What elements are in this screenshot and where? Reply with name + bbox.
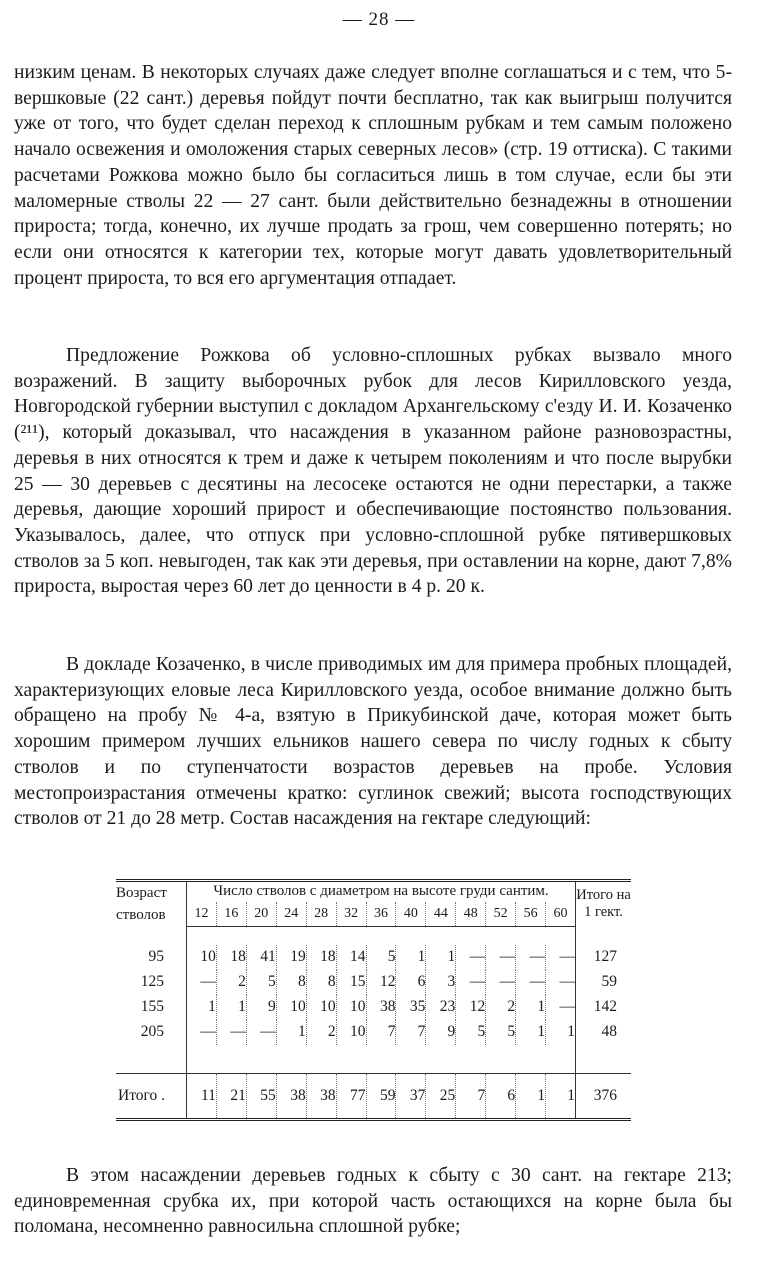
page-number: — 28 — [342,9,416,30]
paragraph-3: В докладе Козаченко, в числе приводимых им для примера пробных площадей, характеризующих еловые леса Кирилловского уезда, особое внимание должно быть обращено на пробу № 4-а, взятую в Прикубинской даче, которая может быть хорошим примером лучших ельников нашего севера по числу годных к сбыту стволов и по ступенчатости возрастов деревьев на пробе. Условия местопроизрастания отмечены кратко: суглинок свежий; высота господствующих стволов от 21 до 28 метр. Состав насаждения на гектаре следующий: [14,654,732,830]
diameter-header-cell: 20 [246,902,276,927]
count-cell: 12 [366,970,396,995]
count-cell: 9 [426,1020,456,1045]
count-cell: 1 [216,995,246,1020]
count-cell: — [216,1020,246,1045]
count-cell: — [546,945,576,970]
count-cell: 5 [486,1020,516,1045]
count-cell: 38 [366,995,396,1020]
count-cell: — [516,945,546,970]
table-row [116,1020,631,1045]
count-cell: 1 [208,998,216,1015]
count-cell: — [546,970,576,995]
sum-cell: 1 [546,1073,576,1119]
count-cell: 6 [396,970,426,995]
count-cell: 1 [516,995,546,1020]
count-cell: — [456,945,486,970]
count-cell: 41 [246,945,276,970]
count-cell: — [200,1023,216,1040]
age-cell: 205 [116,1020,187,1045]
count-cell: 2 [216,970,246,995]
grand-total-cell: 376 [576,1073,632,1119]
table-body [116,926,631,1119]
count-cell: 10 [306,995,336,1020]
count-cell: 10 [336,995,366,1020]
table-row [116,945,631,970]
diameter-header-cell: 40 [396,902,426,927]
count-cell: 1 [426,945,456,970]
sum-cell: 55 [246,1073,276,1119]
count-cell: 9 [246,995,276,1020]
sum-cell: 38 [306,1073,336,1119]
paragraph-1: низким ценам. В некоторых случаях даже следует вполне соглашаться и с тем, что 5-вершковые (22 сант.) деревья пойдут почти бесплатно, так как выигрыш получится уже от того, что будет сделан переход к сплошным рубкам и тем самым положено начало освежения и омоложения старых северных лесов» (стр. 19 оттиска). С такими расчетами Рожкова можно было бы согласиться лишь в том случае, если бы эти маломерные стволы 22 — 27 сант. были действительно безнадежны в отношении прироста; тогда, конечно, их лучше продать за грош, чем совершенно потерять; но если они относятся к категории тех, которые могут давать удовлетворительный процент прироста, то вся его аргументация отпадает. [14,62,732,289]
count-cell: — [456,970,486,995]
diameter-header-cell: 32 [336,902,366,927]
count-cell: 2 [306,1020,336,1045]
row-total-cell: 127 [576,945,632,970]
sum-label: Итого . [116,1073,187,1119]
sum-cell: 21 [216,1073,246,1119]
count-cell: 7 [366,1020,396,1045]
count-cell: 10 [200,948,216,965]
table-row [116,995,631,1020]
sum-cell: 25 [426,1073,456,1119]
diameter-group-header: Число стволов с диаметром на высоте груди сантим. [187,881,576,902]
count-cell: 1 [546,1020,576,1045]
count-cell: — [200,973,216,990]
stand-composition-table [116,879,631,1121]
sum-cell: 11 [187,1073,217,1119]
count-cell: 7 [396,1020,426,1045]
total-column-header: Итого на 1 гект. [576,881,632,927]
count-cell: 1 [516,1020,546,1045]
count-cell: 35 [396,995,426,1020]
age-cell: 125 [116,970,187,995]
count-cell: 10 [276,995,306,1020]
count-cell: 8 [276,970,306,995]
sum-cell: 77 [336,1073,366,1119]
diameter-header-cell: 28 [306,902,336,927]
age-cell: 155 [116,995,187,1020]
count-cell: 1 [276,1020,306,1045]
table-row [116,970,631,995]
sum-cell: 37 [396,1073,426,1119]
count-cell: 19 [276,945,306,970]
count-cell: 8 [306,970,336,995]
sum-row [116,1073,631,1119]
paragraph-2: Предложение Рожкова об условно-сплошных рубках вызвало много возражений. В защиту выборочных рубок для лесов Кирилловского уезда, Новгородской губернии выступил с докладом Архангельскому с'езду И. И. Козаченко (²¹¹), который доказывал, что насаждения в указанном районе разновозрастны, деревья в них относятся к трем и даже к четырем поколениям и что после вырубки 25 — 30 деревьев с десятины на лесосеке остаются не одни перестарки, а также деревья, дающие хороший прирост и обеспечивающие постоянство пользования. Указывалось, далее, что отпуск при условно-сплошной рубке пятивершковых стволов за 5 коп. невыгоден, так как эти деревья, при оставлении на корне, дают 7,8% прироста, выростая через 60 лет до ценности в 4 р. 20 к. [14,345,732,598]
count-cell: 5 [456,1020,486,1045]
row-total-cell: 59 [576,970,632,995]
count-cell: 14 [336,945,366,970]
sum-cell: 38 [276,1073,306,1119]
count-cell: 2 [486,995,516,1020]
count-cell: 23 [426,995,456,1020]
count-cell: — [246,1020,276,1045]
count-cell: — [546,995,576,1020]
diameter-header-cell: 36 [366,902,396,927]
diameter-header-cell: 24 [276,902,306,927]
age-cell: 95 [116,945,187,970]
diameter-header-cell: 52 [486,902,516,927]
diameter-header-cell: 16 [216,902,246,927]
diameter-header-cell: 56 [516,902,546,927]
diameter-header-cell: 44 [426,902,456,927]
row-total-cell: 142 [576,995,632,1020]
sum-cell: 7 [456,1073,486,1119]
sum-cell: 59 [366,1073,396,1119]
sum-cell: 1 [516,1073,546,1119]
count-cell: 18 [216,945,246,970]
diameter-header-row [116,902,631,927]
diameter-header-cell: 60 [546,902,576,927]
diameter-header-cell: 48 [456,902,486,927]
count-cell: — [516,970,546,995]
paragraph-4: В этом насаждении деревьев годных к сбыту с 30 сант. на гектаре 213; единовременная срубка их, при которой часть остающихся на корне была бы поломана, несомненно равносильна сплошной рубке; [14,1165,732,1238]
count-cell: 18 [306,945,336,970]
count-cell: 15 [336,970,366,995]
count-cell: 5 [366,945,396,970]
count-cell: 12 [456,995,486,1020]
count-cell: — [486,945,516,970]
diameter-header-cell: 12 [187,902,217,927]
count-cell: 3 [426,970,456,995]
count-cell: 10 [336,1020,366,1045]
age-column-header: Возраст стволов [116,881,187,927]
count-cell: 5 [246,970,276,995]
sum-cell: 6 [486,1073,516,1119]
row-total-cell: 48 [576,1020,632,1045]
count-cell: — [486,970,516,995]
count-cell: 1 [396,945,426,970]
